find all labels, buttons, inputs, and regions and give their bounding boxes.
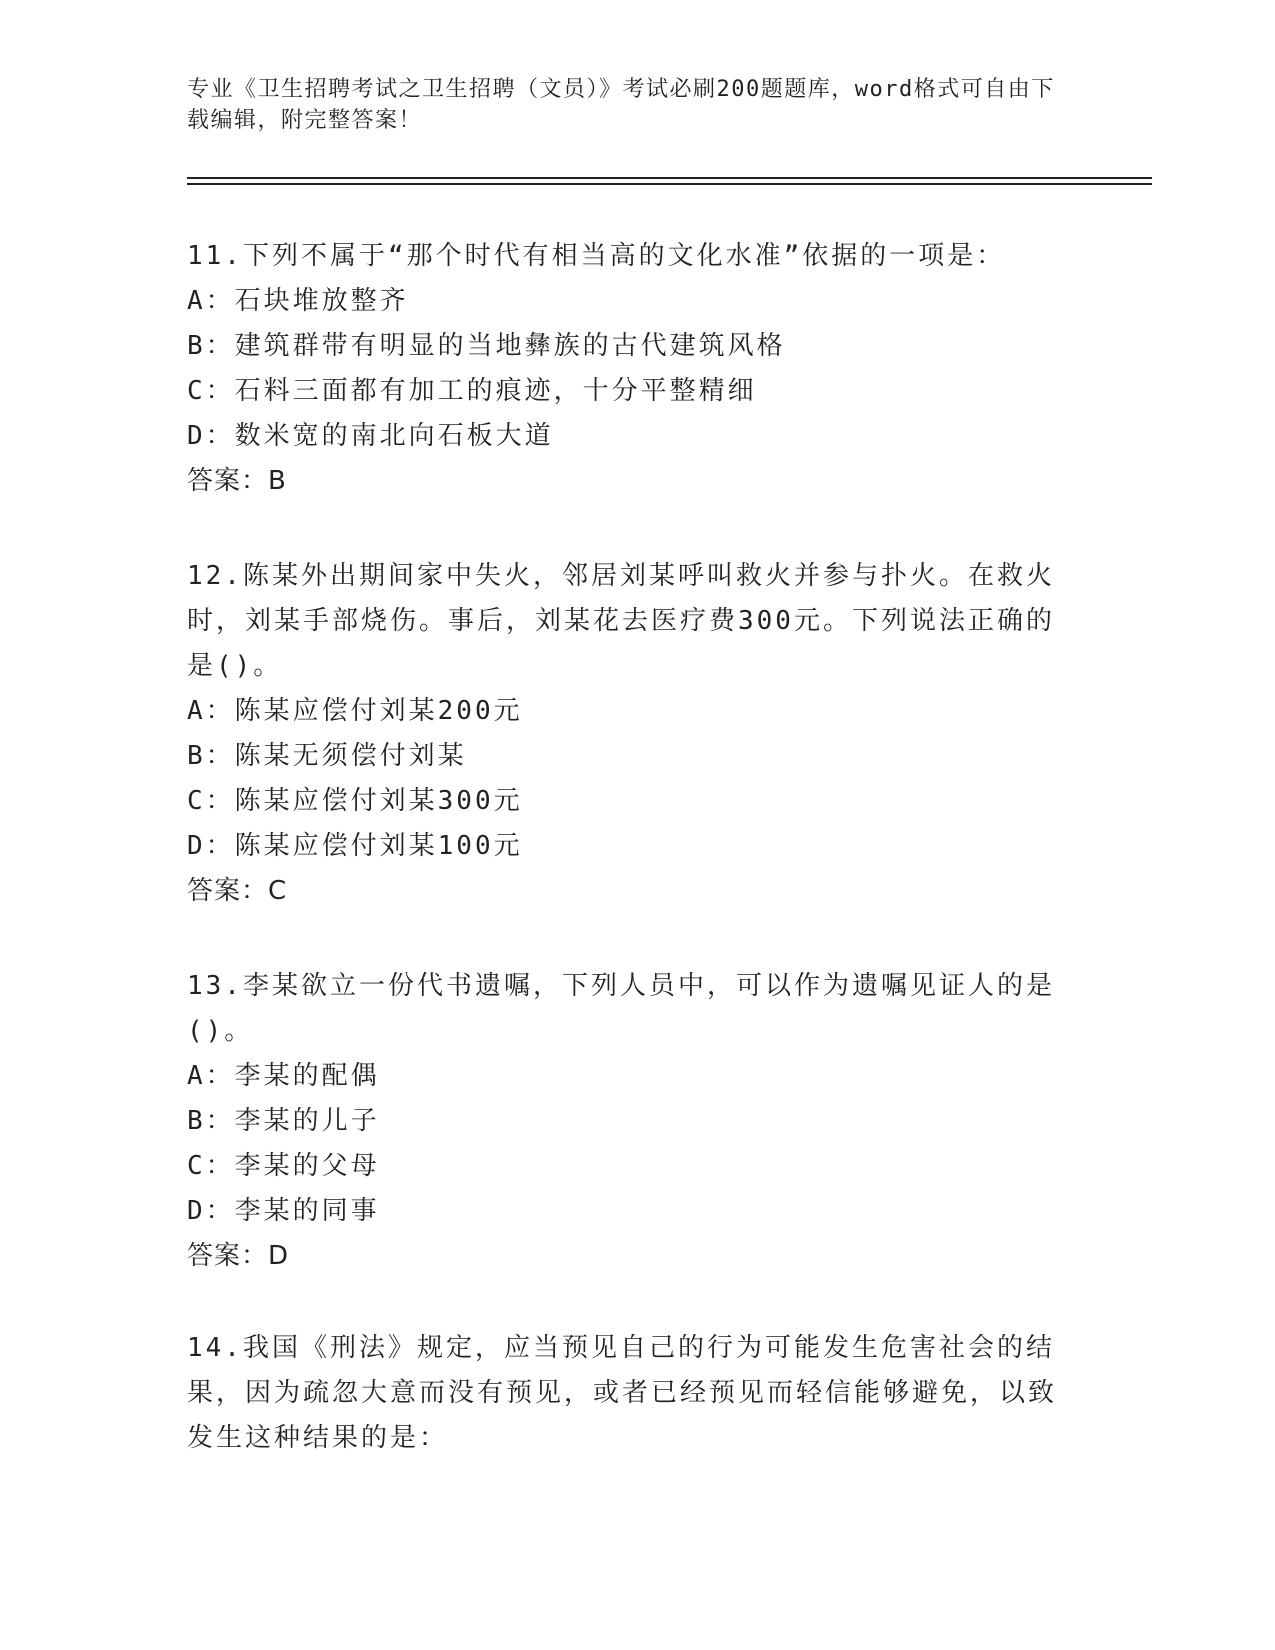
option-c: C：陈某应偿付刘某300元 — [187, 786, 523, 816]
answer: 答案：B — [187, 466, 287, 496]
document-header: 专业《卫生招聘考试之卫生招聘（文员）》考试必刷200题题库，word格式可自由下载编辑，附完整答案！ — [187, 77, 1055, 133]
question-stem: 13.李某欲立一份代书遗嘱，下列人员中，可以作为遗嘱见证人的是()。 — [187, 971, 1055, 1046]
question-14 — [187, 1326, 1077, 1461]
question-13 — [187, 964, 1077, 1279]
answer: 答案：C — [187, 876, 288, 906]
question-12 — [187, 554, 1077, 914]
answer: 答案：D — [187, 1241, 290, 1271]
option-d: D：陈某应偿付刘某100元 — [187, 831, 523, 861]
option-b: B：李某的儿子 — [187, 1106, 380, 1136]
question-stem: 11.下列不属于“那个时代有相当高的文化水准”依据的一项是： — [187, 241, 1006, 271]
question-11 — [187, 234, 1077, 504]
header-divider-bottom — [187, 183, 1152, 185]
question-stem: 14.我国《刑法》规定，应当预见自己的行为可能发生危害社会的结果，因为疏忽大意而没有预见，或者已经预见而轻信能够避免，以致发生这种结果的是： — [187, 1333, 1058, 1453]
option-c: C：石料三面都有加工的痕迹，十分平整精细 — [187, 376, 757, 406]
question-stem: 12.陈某外出期间家中失火，邻居刘某呼叫救火并参与扑火。在救火时，刘某手部烧伤。事后，刘某花去医疗费300元。下列说法正确的是()。 — [187, 561, 1055, 681]
header-divider-top — [187, 177, 1152, 179]
option-a: A：石块堆放整齐 — [187, 286, 409, 316]
option-b: B：陈某无须偿付刘某 — [187, 741, 467, 771]
option-c: C：李某的父母 — [187, 1151, 380, 1181]
option-a: A：李某的配偶 — [187, 1061, 380, 1091]
option-d: D：数米宽的南北向石板大道 — [187, 421, 554, 451]
option-d: D：李某的同事 — [187, 1196, 380, 1226]
option-a: A：陈某应偿付刘某200元 — [187, 696, 523, 726]
option-b: B：建筑群带有明显的当地彝族的古代建筑风格 — [187, 331, 786, 361]
